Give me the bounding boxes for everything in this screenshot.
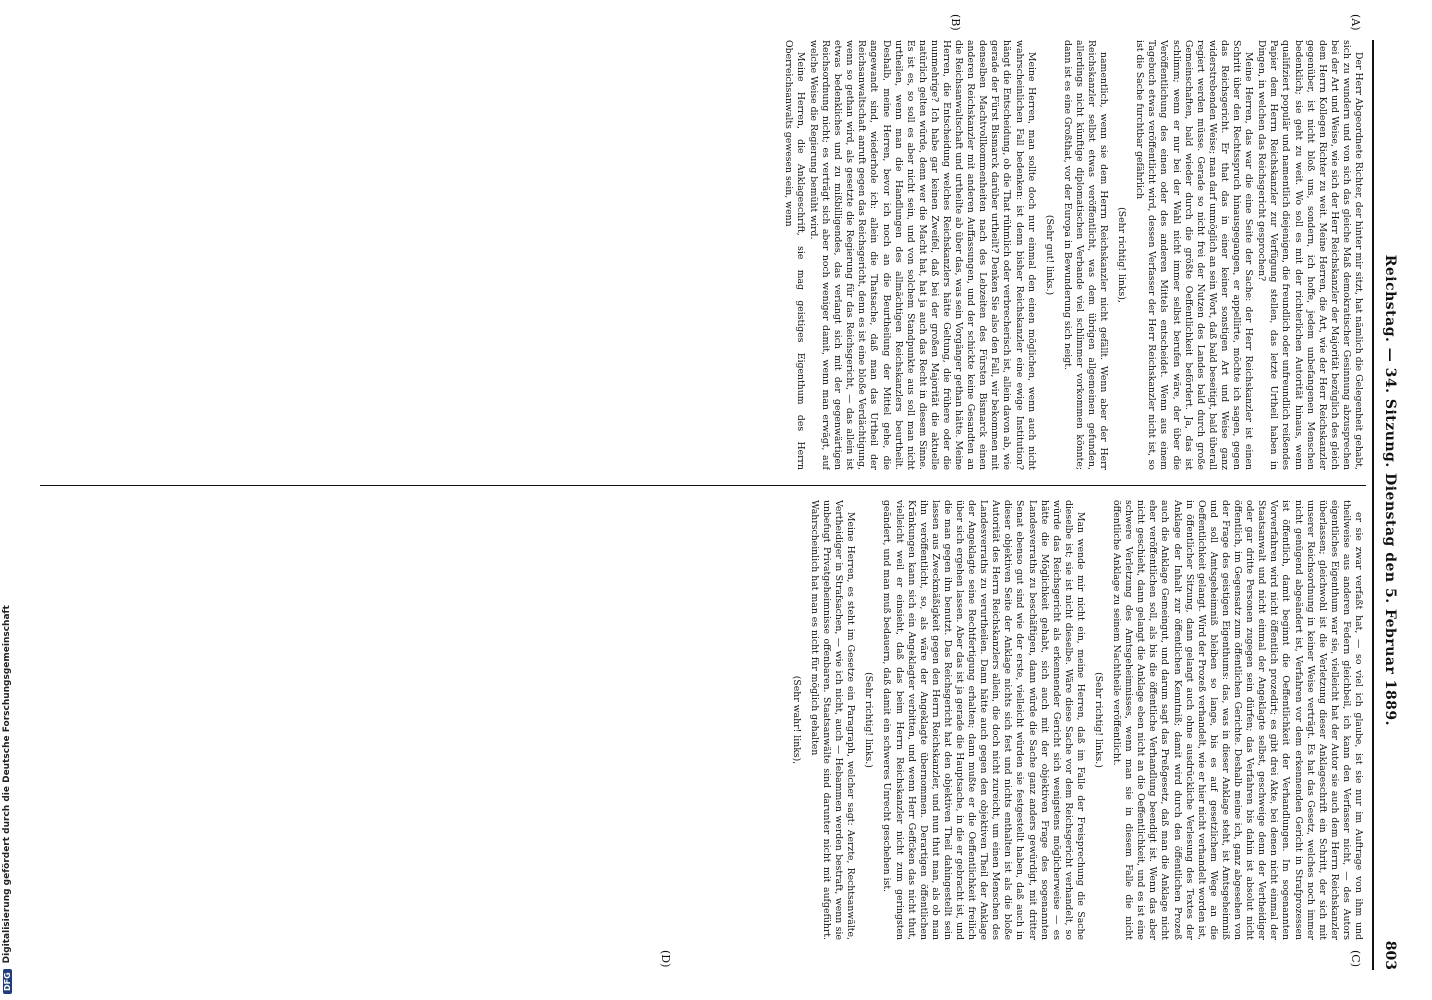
margin-letter-c: (C): [1349, 950, 1362, 967]
paragraph: er sie zwar verfaßt hat, — so viel ich glaube, ist sie nur im Auftrage von ihm und theilweise aus anderen Federn gleichbeil, ich kann den Verfasser nicht, — des Autors eigentliches Eigenthum war sie, vielleicht hat der Autor sie auch dem Herrn Reichskanzler überlassen; gleichwohl ist die Verletzung dieser Anklageschrift ein Schritt, der sich mit unserer Reichsordnung in keiner Weise verträgt. Es hat das Gesetz, welches noch immer nicht genügend abgeändert ist, Verfahren vor dem erkennenden Gericht in Strafprozessen ist öffentlich, damit beginnt die Oeffentlichkeit der Verhandlungen. Im sogenannten Vorverfahren wird nicht öffentlich prozedirt; es gibt drei Akte, bei denen nicht einmal der Staatsanwalt und nicht einmal der Angeklagte selbst, geschweige denn der Vertheidiger oder gar dritte Personen zugegen sein dürfen; das Verfahren bis dahin ist absolut nicht öffentlich, im Gegensatz zum öffentlichen Gerichte. Deshalb meine ich, ganz abgesehen von der Frage des geistigen Eigenthums: das, was in dieser Anklage steht, ist Amtsgeheimniß und soll Amtsgeheimniß bleiben so lange, bis es auf gesetzlichem Wege an die Oeffentlichkeit gelangt. Wird der Prozeß verhandelt, wie er hier nicht verhandelt worden ist, in öffentlicher Sitzung, dann gelangt auch ohne ausdrückliche Verlesung des Textes der Anklage der Inhalt zur öffentlichen Kenntniß; damit wird durch den öffentlichen Prozeß auch die Anklage Gemeingut, und darum sagt das Preßgesetz, daß man die Anklage nicht eher veröffentlichen soll, als bis die öffentliche Verhandlung beendigt ist. Wenn das aber nicht geschieht, dann gelangt die Anklage eben nicht an die Oeffentlichkeit, und es ist eine schwere Verletzung des Amtsgeheimnisses, wenn man sie in diesem Falle die nicht öffentliche Anklage zu seinem Nachtheile veröffentlicht.: [1111, 500, 1364, 940]
paragraph: Man wende mir nicht ein, meine Herren, daß im Falle der Freisprechung die Sache dieselbe ist; sie ist nicht dieselbe. Wäre diese Sache vor dem Reichsgericht verhandelt, so würde das Reichsgericht als erkennender Gericht sich wenigstens möglicherweise — es hätte die Möglichkeit gehabt, sich auch mit der objektiven Frage des sogenannten Landesverraths zu beschäftigen, dann würde die Sache ganz anders gewürdigt, mit dritter Senat ebenso gut sind wie der erste, vielleicht würden sie festgestellt haben, daß auch in dieser objektiven Seite der Anklage nichts sich fest und nichts enthalten ist als die bloße Autorität des Herrn Reichskanzlers allein, die doch nicht zureicht, um einen Menschen des Landesverraths zu verurtheilen. Dann hätte auch gegen den objektiven Theil der Anklage der Angeklagte seine Rechtfertigung erhalten; dann mußte er die Oeffentlichkeit freilich über sich ergehen lassen. Aber das ist ja gerade die Hauptsache, in die er gebracht ist, und die man gegen ihn benutzt. Das Reichsgericht hat den objektiven Theil dahingestellt sein lassen aus Zweckmäßigkeit gegen den Herrn Reichskanzler, und nun thut man, als ob man ihn veröffentlicht, so, als wäre der Angeklagte übernommen. Derartigen öffentlichen Kränkungen kann sich ein Angeklagter verbitten, und wenn Herr Geffcken das nicht thut, vielleicht weil er einsieht, daß das beim Herrn Reichskanzler nicht zum geringsten geändert, und man muß bedauern, daß damit ein schweres Unrecht geschehen ist.: [881, 500, 1086, 940]
interjection: (Sehr richtig! links.): [1093, 672, 1105, 768]
paragraph: Meine Herren, man sollte doch nur einmal den einen möglichen, wenn auch nicht wahrscheinlichen Fall bedenken: ist denn bisher Reichskanzler eine ewige Institution? hängt die Entscheidung, ob die That rühmlich oder verbrecherisch ist, allein davon ab, wie gerade der Fürst Bismarck darüber urtheilt? Denken Sie also den Fall, wir bekommen mit denselben Machtvollkommenheiten nach des Lebzeiten des Fürsten Bismarck einen anderen Reichskanzler mit anderen Auffassungen, und der schickte keine Gesandten an die Reichsanwaltschaft und urtheilte ab über das, was sein Vorgänger gethan hätte. Meine Herren, die Entscheidung welches Reichskanzlers hätte Geltung, die frühere oder die nunmehrige? Ich habe gar keinen Zweifel, daß bei der großen Majorität die aktuelle natürlich gelten würde, denn wer die Macht hat, hat ja auch das Recht in diesem Sinne. Es ist es, so soll es aber nicht sein, und von solchem Standpunkte aus soll man nicht urtheilen, wenn man die Handlungen des allmächtigen Reichskanzlers beurtheilt. Deshalb, meine Herren, bevor ich noch an die Beurtheilung der Mittel gehe, die angewandt sind, wiederhole ich: allein die Thatsache, daß man das Urtheil der Reichsanwaltschaft anruft gegen das Reichsgericht, denn es ist eine bloße Verdächtigung, wenn so gethan wird, als gesetzte die Regierung für das Reichsgericht, — das allein ist etwas bedenkliches und zu mißbilligendes, das verlangt sich mit der gegenwärtigen Reichsordnung nicht; es verträgt sich aber noch weniger damit, wenn man erwägt, auf welche Weise die Regierung bemüht wird.: [807, 40, 1037, 470]
paragraph: Meine Herren, das war die eine Seite der Sache: der Herr Reichskanzler ist einen Schritt über den Rechtsspruch hinausgegangen, er appellirte, möchte ich sagen, gegen das Reichsgericht. Er that das in einer keiner sonstigen Art und Weise ganz widerstrebenden Weise; man darf unmöglich an sein Wort, daß bald beseitigt, bald überall regiert werden müsse. Gerade so nicht frei der Nutzen des Landes bald durch große Gemeinschaften, bald wieder durch die größte Oeffentlichkeit befördert. Ja, das ist schlimm; wenn er nur bei der Wahl nicht immer selbst berufen wäre, der über die Veröffentlichung des einen oder des anderen Mittels entscheidet. Wenn aus einem Tagebuch etwas veröffentlicht wird, dessen Verfasser der Herr Reichskanzler nicht ist, so ist die Sache furchtbar gefährlich: [1134, 40, 1255, 470]
header-rule: [1372, 40, 1374, 970]
paragraph: namentlich, wenn sie dem Herrn Reichskanzler nicht gefällt. Wenn aber der Herr Reichskanzler selbst etwas veröffentlicht, was dem übrigen allgemeinen gefunden, allerdings nicht künftige diplomatischen Verbande viel schlimmer vorkommen könnte; dann ist es eine Großthat, vor der Europa in Bewunderung sich neigt.: [1061, 40, 1110, 470]
paragraph: Meine Herren, die Anklageschrift, sie mag geistiges Eigenthum des Herrn Oberreichsanwalts gewesen sein, wenn: [782, 40, 806, 470]
dfg-logo-icon: DFG: [3, 969, 12, 994]
page-header-title: Reichstag. — 34. Sitzung. Dienstag den 5. Februar 1889.: [1382, 254, 1398, 727]
interjection: (Sehr wahr! links),: [790, 675, 802, 765]
margin-letter-b: (B): [949, 14, 962, 31]
credit-text: Digitalisierung gefördert durch die Deutsche Forschungsgemeinschaft: [2, 605, 12, 964]
page-header: [1376, 40, 1398, 970]
margin-letter-a: (A): [1349, 14, 1362, 31]
interjection: (Sehr gut! links.): [1043, 214, 1055, 296]
interjection: (Sehr richtig! links),: [1116, 207, 1128, 303]
paragraph: Meine Herren, es steht im Gesetze ein Paragraph, welcher sagt: Aerzte, Rechtsanwälte, Vertheidiger in Strafsachen, — wie ich nicht, auch — Hebammen werden bestraft, wenn sie unbefugt Privatgeheimnisse offenbaren. Staatsanwälte sind darunter nicht mit aufgeführt. Wahrscheinlich hat man es nicht für möglich gehalten: [808, 500, 857, 940]
page-number: 803: [1382, 940, 1398, 970]
column-divider: [40, 485, 1366, 486]
digitization-credit: [2, 605, 12, 994]
paragraph: Der Herr Abgeordnete Richter, der hinter mir sitzt, hat nämlich die Gelegenheit gehabt, sich zu wundern und von sich das gleiche Maß demokratischer Gesinnung abzusprechen bei der Art und Weise, wie sich der Herr Reichskanzler der Majorität bezüglich des gleich dem Herrn Kollegen Richter zu weit. Meine Herren, die Art, wie der Herr Reichskanzler gegenüber, ist nicht bloß uns, sondern, ich hoffe, jedem unbefangenen Menschen bedenklich; sie geht zu weit. Wo soll es mit der richterlichen Autorität hinaus, wenn qualifiziert populär und namentlich diejenigen, die freundlich oder unfreundlich reißendes Papier dem Herrn Reichskanzler zur Verfügung stellen, das letzte Urtheil haben in Dingen, in welchen das Reichsgericht gesprochen?: [1256, 40, 1364, 470]
interjection: (Sehr richtig! links.): [863, 672, 875, 768]
footer-strip: [2, 0, 16, 1000]
margin-letter-d: (D): [659, 950, 672, 968]
left-text-column: [40, 40, 1364, 470]
right-text-column: [40, 500, 1364, 940]
